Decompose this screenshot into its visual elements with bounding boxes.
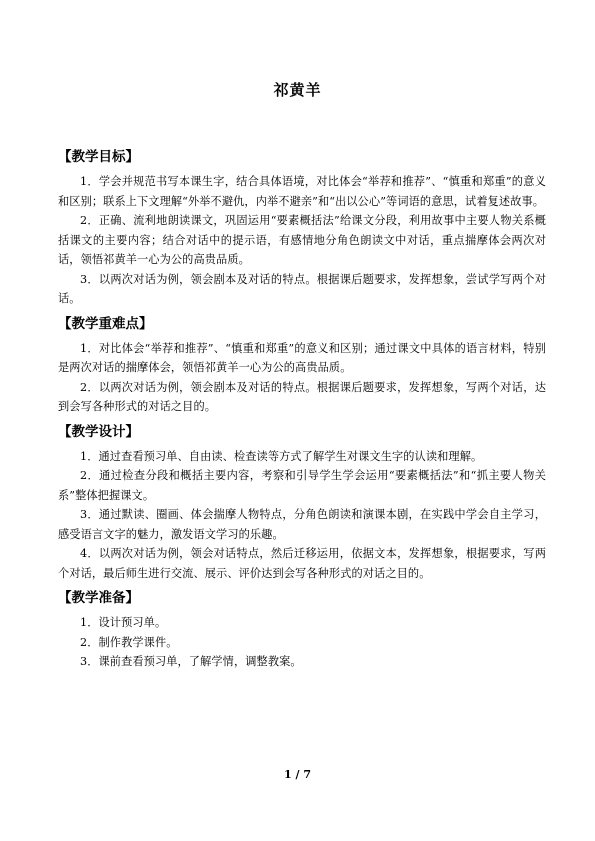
- paragraph: 4．以两次对话为例，领会对话特点，然后迁移运用，依据文本，发挥想象，根据要求，写两个对话，最后师生进行交流、展示、评价达到会写各种形式的对话之目的。: [58, 547, 546, 580]
- section-teaching-objectives: [58, 146, 546, 309]
- paragraph: 2．以两次对话为例，领会剧本及对话的特点。根据课后题要求，发挥想象，写两个对话，达到会写各种形式的对话之目的。: [58, 380, 546, 413]
- section-heading: 【教学重难点】: [58, 315, 153, 332]
- section-teaching-design: [58, 421, 546, 584]
- document-body: [58, 146, 546, 676]
- paragraph: 2．制作教学课件。: [80, 635, 178, 649]
- paragraph: 2．通过检查分段和概括主要内容，考察和引导学生学会运用“要素概括法”和“抓主要人物关系”整体把握课文。: [58, 469, 546, 502]
- paragraph: 3．以两次对话为例，领会剧本及对话的特点。根据课后题要求，发挥想象，尝试学写两个对话。: [58, 272, 546, 305]
- section-heading: 【教学目标】: [58, 149, 139, 165]
- paragraph: 2．正确、流利地朗读课文，巩固运用“要素概括法”给课文分段，利用故事中主要人物关系概括课文的主要内容；结合对话中的提示语，有感情地分角色朗读文中对话，重点揣摩体会两次对话，领悟祁黄羊一心为公的高贵品质。: [58, 214, 546, 266]
- document-title: 祁黄羊: [273, 81, 322, 99]
- paragraph: 1．通过查看预习单、自由读、检查读等方式了解学生对课文生字的认读和理解。: [80, 449, 483, 463]
- paragraph: 1．学会并规范书写本课生字，结合具体语境，对比体会“举荐和推荐”、“慎重和郑重”的意义和区别；联系上下文理解“外举不避仇，内举不避亲”和“出以公心”等词语的意思，试着复述故事。: [58, 175, 546, 208]
- section-teaching-preparation: [58, 587, 546, 672]
- paragraph: 3．通过默读、圈画、体会揣摩人物特点，分角色朗读和演课本剧，在实践中学会自主学习，感受语言文字的魅力，激发语文学习的乐趣。: [58, 508, 546, 541]
- section-heading: 【教学准备】: [58, 590, 139, 606]
- section-key-difficulties: [58, 313, 546, 417]
- section-heading: 【教学设计】: [58, 423, 139, 440]
- page-number: 1 / 7: [284, 768, 311, 781]
- paragraph: 1．设计预习单。: [80, 616, 167, 629]
- paragraph: 3．课前查看预习单，了解学情，调整教案。: [80, 655, 302, 668]
- paragraph: 1．对比体会“举荐和推荐”、“慎重和郑重”的意义和区别；通过课文中具体的语言材料，特别是两次对话的揣摩体会，领悟祁黄羊一心为公的高贵品质。: [58, 341, 546, 374]
